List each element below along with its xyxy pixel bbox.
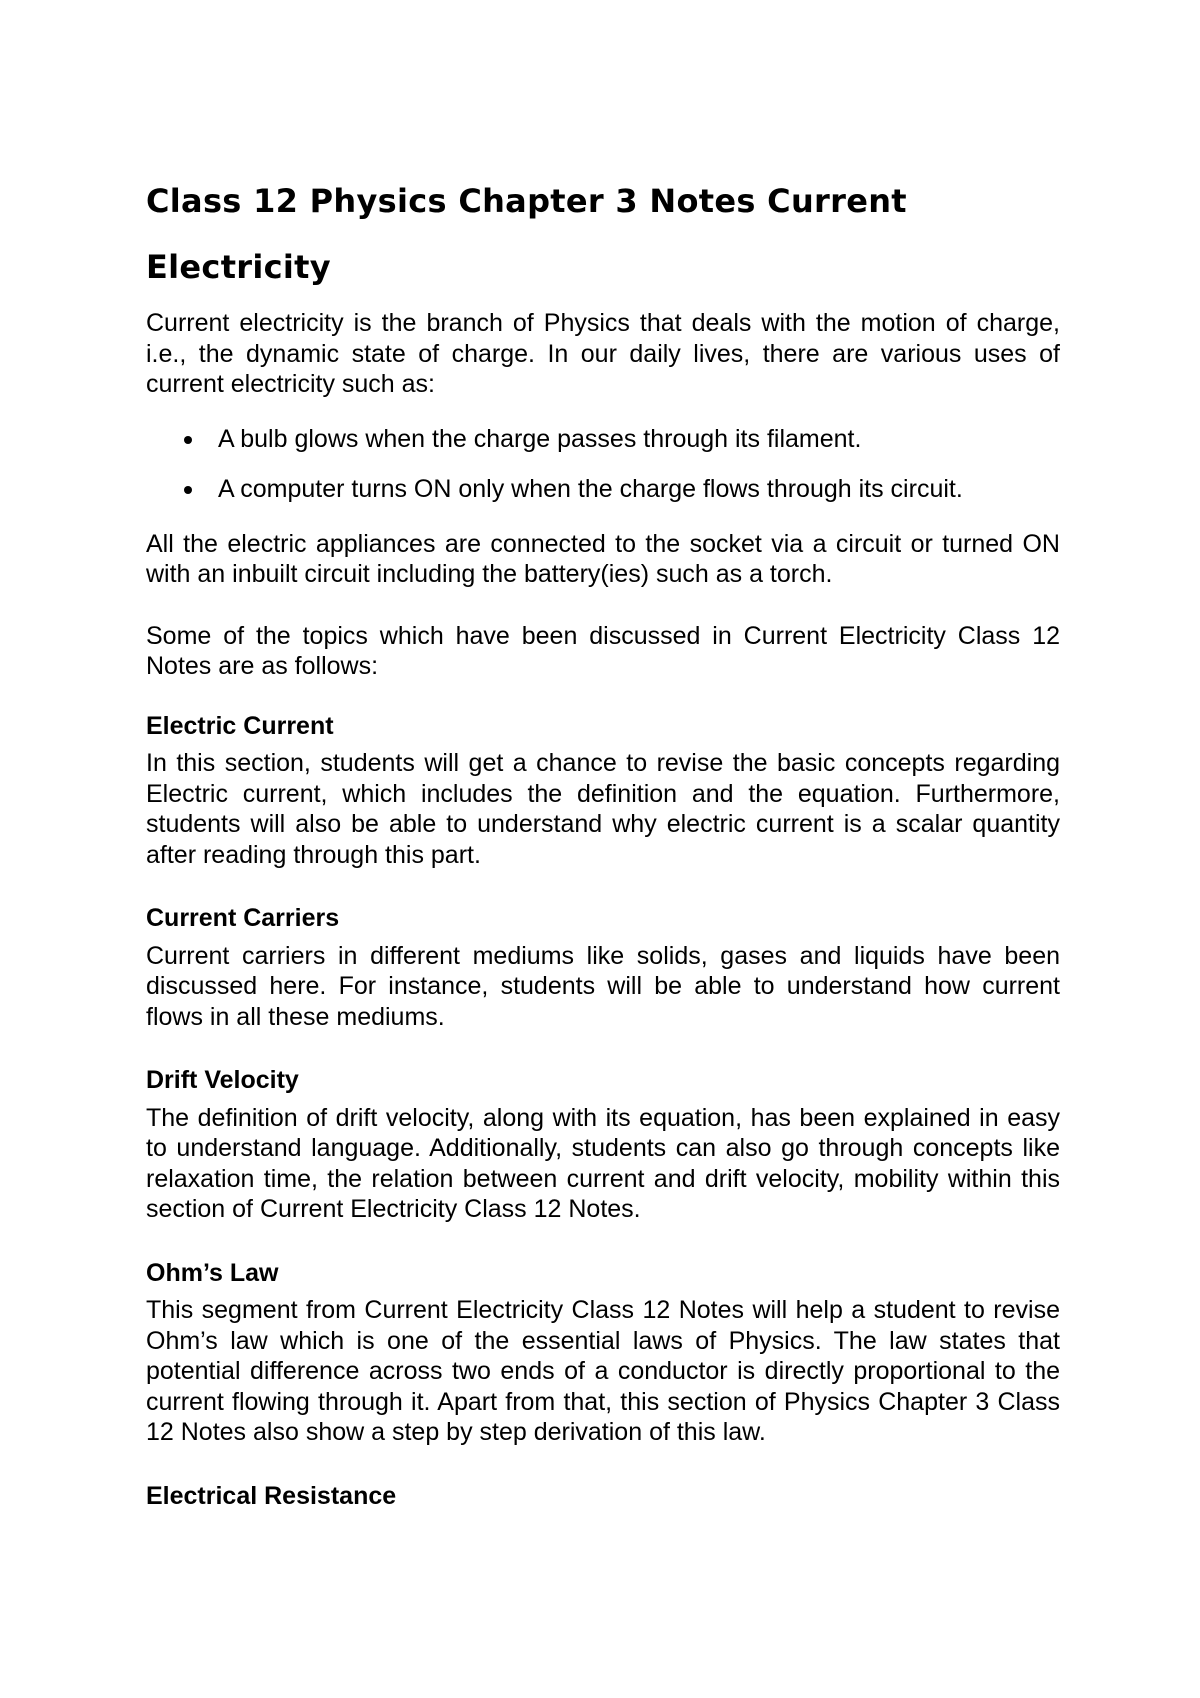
section-electric-current (146, 711, 1060, 871)
section-current-carriers (146, 903, 1060, 1032)
section-body: Current carriers in different mediums like solids, gases and liquids have been discussed here. For instance, students will be able to understand how current flows in all these mediums. (146, 941, 1060, 1031)
list-item-text: A computer turns ON only when the charge flows through its circuit. (218, 475, 963, 503)
section-electrical-resistance (146, 1481, 1060, 1512)
page-title: Class 12 Physics Chapter 3 Notes Current Electricity (146, 182, 907, 286)
section-body: In this section, students will get a chance to revise the basic concepts regarding Electric current, which includes the definition and the equation. Furthermore, students will also be able to understand why electric current is a scalar quantity after reading through this part. (146, 749, 1060, 869)
topics-paragraph: Some of the topics which have been discussed in Current Electricity Class 12 Notes are as follows: (146, 621, 1060, 680)
section-heading: Electric Current (146, 711, 334, 740)
list-item (146, 424, 1060, 455)
uses-list (146, 424, 1060, 505)
section-body: This segment from Current Electricity Class 12 Notes will help a student to revise Ohm’s law which is one of the essential laws of Physics. The law states that potential difference across two ends of a conductor is directly proportional to the current flowing through it. Apart from that, this section of Physics Chapter 3 Class 12 Notes also show a step by step derivation of this law. (146, 1296, 1060, 1446)
document-page (146, 168, 1060, 1518)
section-heading: Drift Velocity (146, 1066, 299, 1094)
appliances-paragraph: All the electric appliances are connected to the socket via a circuit or turned ON with an inbuilt circuit including the battery(ies) such as a torch. (146, 529, 1060, 588)
list-item (146, 474, 1060, 505)
section-drift-velocity (146, 1065, 1060, 1225)
bullet-icon (184, 436, 192, 444)
section-heading: Current Carriers (146, 904, 340, 932)
section-heading: Ohm’s Law (146, 1258, 279, 1287)
bullet-icon (184, 486, 192, 494)
list-item-text: A bulb glows when the charge passes through its filament. (218, 424, 862, 453)
section-ohms-law (146, 1258, 1060, 1448)
section-body: The definition of drift velocity, along with its equation, has been explained in easy to understand language. Additionally, students can also go through concepts like relaxation time, the relation between current and drift velocity, mobility within this section of Current Electricity Class 12 Notes. (146, 1103, 1060, 1223)
intro-paragraph: Current electricity is the branch of Physics that deals with the motion of charge, i.e., the dynamic state of charge. In our daily lives, there are various uses of current electricity such as: (146, 309, 1060, 398)
section-heading: Electrical Resistance (146, 1481, 397, 1510)
